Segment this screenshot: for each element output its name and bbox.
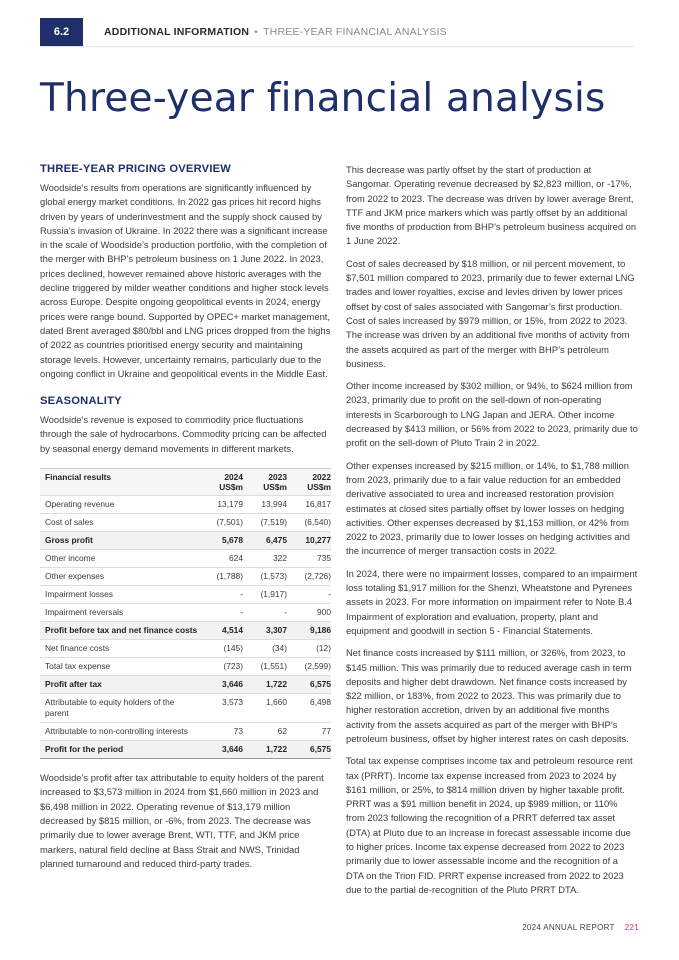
table-cell-value-2024: (7,501) bbox=[199, 514, 243, 532]
table-cell-value-2024: 3,646 bbox=[199, 741, 243, 759]
table-cell-label: Profit for the period bbox=[40, 741, 199, 759]
pricing-paragraph: Woodside’s results from operations are significantly influenced by global energy market conditions. In 2022 gas prices hit record highs driven by years of underinvestment and the supply shock caused by Russia’s invasion of Ukraine. In 2022 there was a significant increase in the scale of Woodside’s production portfolio, with the completion of the merger with BHP’s petroleum business on 1 June 2022. In 2023, prices declined, however remained above historic averages with the decline triggered by milder weather conditions and higher stock levels across Europe. Despite ongoing geopolitical events in 2024, energy prices were range bound. Supported by OPEC+ market management, dated Brent averaged $80/bbl and LNG prices dropped from the highs of 2022 as countries prioritised energy security and maintaining storage levels. However, uncertainty remains, particularly due to the ongoing conflict in Ukraine and geopolitical events in the Middle East. bbox=[40, 182, 331, 379]
table-cell-label: Attributable to equity holders of the parent bbox=[40, 694, 199, 723]
header-divider bbox=[40, 46, 634, 47]
right-paragraph: Net finance costs increased by $111 million, or 326%, from 2023, to $145 million. This was primarily due to reduced average cash in term deposits and higher debt drawdown. Net finance costs increased by $22 million, or 183%, from 2022 to 2023. This was primarily due to higher restoration accretion, driven by an additional five months activity from the assets acquired as part of the merger with BHP’s petroleum business, offset by higher interest rates on cash deposits. bbox=[346, 647, 632, 744]
table-cell-value-2023: (34) bbox=[243, 640, 287, 658]
table-cell-value-2023: 1,722 bbox=[243, 741, 287, 759]
breadcrumb-subsection: THREE-YEAR FINANCIAL ANALYSIS bbox=[263, 26, 447, 38]
report-label: 2024 ANNUAL REPORT bbox=[522, 923, 615, 932]
table-row bbox=[40, 514, 331, 532]
breadcrumb bbox=[104, 26, 447, 38]
financial-results-table bbox=[40, 468, 331, 759]
breadcrumb-separator: • bbox=[254, 26, 259, 38]
table-cell-value-2022: 77 bbox=[287, 723, 331, 741]
table-cell-value-2022: 735 bbox=[287, 550, 331, 568]
right-paragraph: Other income increased by $302 million, or 94%, to $624 million from 2023, primarily due to profit on the sell-down of non-operating interests in Scarborough to LNG Japan and JERA. Other income decreased by $413 million, or 56% from 2022 to 2023, primarily due to profit on the sell-down of Pluto Train 2 in 2022. bbox=[346, 380, 638, 449]
table-cell-value-2023: (1,551) bbox=[243, 658, 287, 676]
table-cell-value-2022: 10,277 bbox=[287, 532, 331, 550]
table-row bbox=[40, 676, 331, 694]
table-cell-label: Attributable to non-controlling interests bbox=[40, 723, 199, 741]
table-cell-value-2022: (6,540) bbox=[287, 514, 331, 532]
section-number-badge: 6.2 bbox=[40, 18, 83, 46]
table-cell-label: Profit before tax and net finance costs bbox=[40, 622, 199, 640]
table-cell-value-2022: (12) bbox=[287, 640, 331, 658]
seasonality-heading: SEASONALITY bbox=[40, 395, 122, 408]
right-paragraph: Total tax expense comprises income tax and petroleum resource rent tax (PRRT). Income tax expense increased from 2023 to 2024 by $161 million, or 25%, to $814 million driven by higher taxable profit. PRRT was a $91 million benefit in 2024, up $989 million, or 110% from 2023 following the recognition of a PRRT deferred tax asset (DTA) at Pluto due to an increase in forecast assessable income due to higher prices. Income tax expense decreased from 2022 to 2023 primarily due to lower assessable income and the recognition of a DTA on the Trion FID. PRRT expense increased from 2022 to 2023 due to the partial de-recognition of the Pluto PRRT DTA. bbox=[346, 755, 633, 895]
table-cell-label: Other income bbox=[40, 550, 199, 568]
table-cell-value-2022: 6,575 bbox=[287, 676, 331, 694]
table-body bbox=[40, 496, 331, 759]
page-header bbox=[40, 18, 634, 48]
table-cell-value-2023: 322 bbox=[243, 550, 287, 568]
table-row bbox=[40, 741, 331, 759]
table-row bbox=[40, 658, 331, 676]
table-cell-value-2023: - bbox=[243, 604, 287, 622]
table-row bbox=[40, 496, 331, 514]
table-cell-value-2024: (1,788) bbox=[199, 568, 243, 586]
table-cell-label: Other expenses bbox=[40, 568, 199, 586]
table-cell-label: Impairment losses bbox=[40, 586, 199, 604]
table-cell-value-2024: 5,678 bbox=[199, 532, 243, 550]
seasonality-paragraph: Woodside’s revenue is exposed to commodity price fluctuations through the sale of hydrocarbons. Commodity pricing can be affected by seasonal energy demand movements in different markets. bbox=[40, 414, 327, 454]
table-cell-value-2024: 13,179 bbox=[199, 496, 243, 514]
table-row bbox=[40, 532, 331, 550]
table-cell-value-2023: (1,573) bbox=[243, 568, 287, 586]
table-cell-value-2023: 3,307 bbox=[243, 622, 287, 640]
table-row bbox=[40, 586, 331, 604]
table-cell-value-2023: 13,994 bbox=[243, 496, 287, 514]
table-cell-label: Operating revenue bbox=[40, 496, 199, 514]
table-cell-value-2022: 900 bbox=[287, 604, 331, 622]
table-row bbox=[40, 723, 331, 741]
table-cell-value-2024: 73 bbox=[199, 723, 243, 741]
right-paragraph: This decrease was partly offset by the start of production at Sangomar. Operating revenue decreased by $2,823 million, or -17%, from 2022 to 2023. The decrease was driven by lower average Brent, TTF and JKM price markers which was partly offset by an additional five months of production from BHP’s petroleum business acquired on 1 June 2022. bbox=[346, 164, 637, 247]
table-row bbox=[40, 640, 331, 658]
table-cell-value-2023: 1,660 bbox=[243, 694, 287, 723]
table-row bbox=[40, 550, 331, 568]
table-cell-value-2023: 62 bbox=[243, 723, 287, 741]
table-cell-value-2022: 9,186 bbox=[287, 622, 331, 640]
table-cell-value-2024: (723) bbox=[199, 658, 243, 676]
table-cell-value-2022: 6,498 bbox=[287, 694, 331, 723]
table-cell-value-2022: - bbox=[287, 586, 331, 604]
table-cell-value-2024: 4,514 bbox=[199, 622, 243, 640]
table-cell-value-2022: 16,817 bbox=[287, 496, 331, 514]
table-row bbox=[40, 604, 331, 622]
table-header-2023: 2023 US$m bbox=[243, 469, 287, 496]
breadcrumb-section: ADDITIONAL INFORMATION bbox=[104, 26, 250, 38]
table-cell-value-2023: (1,917) bbox=[243, 586, 287, 604]
right-paragraph: Cost of sales decreased by $18 million, or nil percent movement, to $7,501 million compared to 2023, primarily due to fewer external LNG trades and lower royalties, excise and levies driven by lower prices offset by cost of sales associated with Sangomar’s first production. Cost of sales increased by $979 million, or 15%, from 2022 to 2023. The increase was driven by an additional five months of activity from the assets acquired as part of the merger with BHP’s petroleum business. bbox=[346, 257, 635, 369]
table-cell-value-2024: - bbox=[199, 586, 243, 604]
table-cell-value-2024: 3,573 bbox=[199, 694, 243, 723]
table-cell-value-2024: - bbox=[199, 604, 243, 622]
profit-paragraph: Woodside’s profit after tax attributable to equity holders of the parent increased to $3,573 million in 2024 from $1,660 million in 2023 and $6,498 million in 2022. Operating revenue of $13,179 million decreased by $815 million, or -6%, from 2023. The decrease was primarily due to lower average Brent, WTI, TTF, and JKM price markers, natural field decline at Bass Strait and NWS, Trinidad planned turnaround and reduced third-party trades. bbox=[40, 772, 324, 869]
table-cell-value-2023: (7,519) bbox=[243, 514, 287, 532]
page-footer bbox=[522, 923, 639, 932]
table-cell-value-2024: 624 bbox=[199, 550, 243, 568]
right-paragraph: In 2024, there were no impairment losses, compared to an impairment loss totaling $1,917 million for the Shenzi, Wheatstone and Pyrenees assets in 2023. For more information on impairment refer to Note B.4 Impairment of exploration and evaluation, property, plant and equipment and goodwill in section 5 - Financial Statements. bbox=[346, 567, 638, 636]
table-cell-label: Cost of sales bbox=[40, 514, 199, 532]
page-title: Three-year financial analysis bbox=[40, 76, 606, 121]
table-header-row bbox=[40, 469, 331, 496]
table-cell-label: Total tax expense bbox=[40, 658, 199, 676]
page-number: 221 bbox=[624, 923, 639, 932]
right-column bbox=[346, 163, 638, 905]
table-row bbox=[40, 568, 331, 586]
table-cell-value-2022: 6,575 bbox=[287, 741, 331, 759]
table-row bbox=[40, 694, 331, 723]
table-header-label: Financial results bbox=[40, 469, 199, 496]
table-cell-value-2023: 1,722 bbox=[243, 676, 287, 694]
table-cell-label: Net finance costs bbox=[40, 640, 199, 658]
table-header-2024: 2024 US$m bbox=[199, 469, 243, 496]
table-cell-value-2022: (2,599) bbox=[287, 658, 331, 676]
table-cell-value-2023: 6,475 bbox=[243, 532, 287, 550]
left-column bbox=[40, 163, 331, 879]
table-row bbox=[40, 622, 331, 640]
table-cell-label: Profit after tax bbox=[40, 676, 199, 694]
table-cell-label: Gross profit bbox=[40, 532, 199, 550]
table-cell-label: Impairment reversals bbox=[40, 604, 199, 622]
table-cell-value-2024: (145) bbox=[199, 640, 243, 658]
table-cell-value-2022: (2,726) bbox=[287, 568, 331, 586]
pricing-heading: THREE-YEAR PRICING OVERVIEW bbox=[40, 163, 232, 175]
table-header-2022: 2022 US$m bbox=[287, 469, 331, 496]
right-paragraph: Other expenses increased by $215 million, or 14%, to $1,788 million from 2023, primarily due to a fair value reduction for an embedded derivative associated to urea and increased restoration provision estimates at closed sites partially offset by lower losses on hedging activities. Other expenses decreased by $1,153 million, or 42% from 2022 to 2023, primarily due to lower losses on hedging activities and the incurrence of merger transaction costs in 2022. bbox=[346, 459, 631, 557]
table-cell-value-2024: 3,646 bbox=[199, 676, 243, 694]
